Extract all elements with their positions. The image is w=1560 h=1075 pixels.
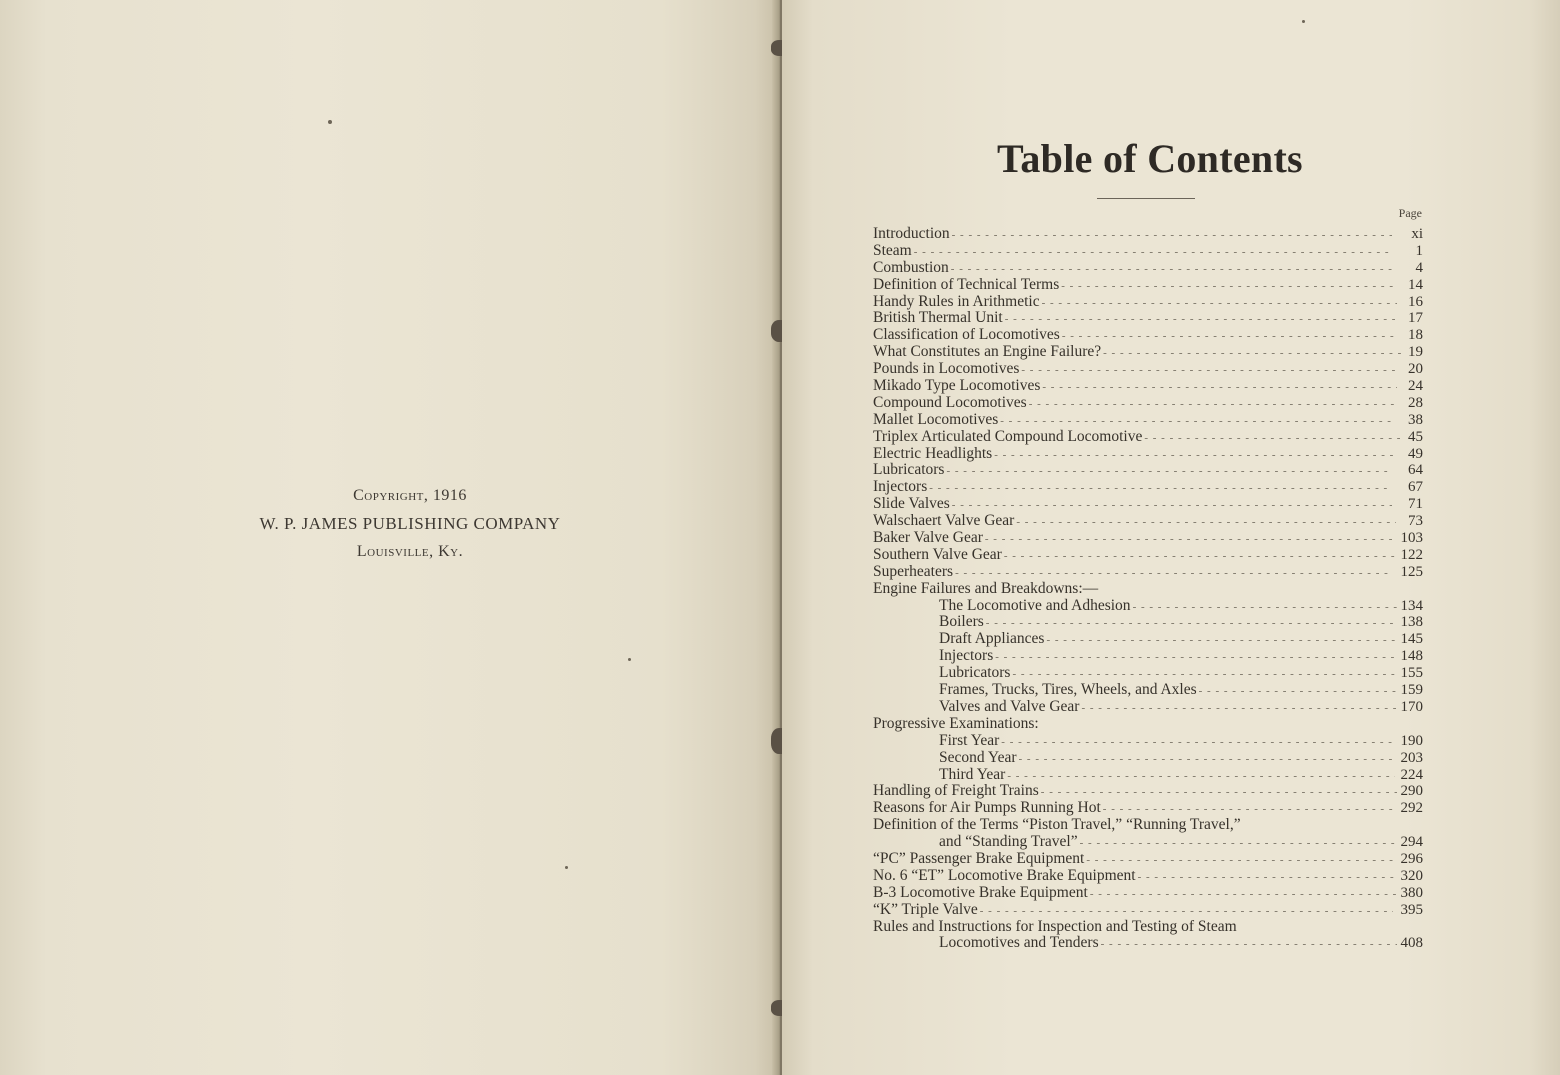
toc-entry-label: Lubricators — [939, 664, 1011, 682]
dot-leader — [1019, 751, 1396, 768]
dot-leader — [985, 531, 1394, 548]
toc-entry — [873, 885, 1423, 902]
toc-entry — [873, 800, 1423, 817]
toc-entry-label: Mikado Type Locomotives — [873, 377, 1041, 395]
dot-leader — [1042, 379, 1397, 396]
toc-entry-page: 170 — [1400, 698, 1423, 715]
toc-entry-page: 19 — [1408, 344, 1423, 361]
dot-leader — [1007, 768, 1395, 785]
toc-entry-page: 224 — [1400, 766, 1423, 783]
toc-entry — [873, 614, 1423, 631]
dot-leader — [1138, 869, 1397, 886]
toc-entry-page: 203 — [1400, 749, 1423, 766]
toc-entry — [873, 226, 1423, 243]
toc-entry-page: 28 — [1408, 394, 1423, 411]
toc-entry-page: xi — [1411, 226, 1423, 242]
toc-entry — [873, 783, 1423, 800]
toc-entry-page: 290 — [1400, 783, 1423, 800]
dot-leader — [994, 447, 1394, 464]
toc-entry-page: 296 — [1400, 850, 1423, 867]
publisher-line: W. P. JAMES PUBLISHING COMPANY — [259, 514, 561, 533]
toc-entry-page: 148 — [1400, 648, 1423, 665]
dot-leader — [914, 244, 1390, 261]
dot-leader — [952, 227, 1392, 244]
toc-entry — [873, 344, 1423, 361]
dot-leader — [946, 463, 1391, 480]
dot-leader — [1090, 886, 1397, 903]
toc-entry-page: 64 — [1408, 462, 1423, 479]
toc-entry-label: Mallet Locomotives — [873, 410, 999, 428]
imprint-block — [210, 482, 610, 566]
toc-entry-page: 24 — [1408, 378, 1423, 395]
dot-leader — [1005, 311, 1395, 328]
toc-list — [873, 226, 1423, 952]
dot-leader — [929, 480, 1390, 497]
toc-entry — [873, 462, 1423, 479]
dot-leader — [1001, 734, 1394, 751]
copyright-line: Copyright, 1916 — [353, 487, 467, 504]
paper-speck — [1302, 20, 1305, 23]
toc-entry-label: Third Year — [939, 765, 1006, 783]
toc-entry — [873, 935, 1423, 952]
dot-leader — [1042, 295, 1397, 312]
toc-entry-page: 17 — [1408, 310, 1423, 327]
toc-entry-page: 4 — [1415, 259, 1423, 276]
toc-entry — [873, 446, 1423, 463]
dot-leader — [980, 903, 1394, 920]
toc-entry-page: 18 — [1408, 327, 1423, 344]
dot-leader — [952, 497, 1392, 514]
toc-entry — [873, 631, 1423, 648]
paper-speck — [628, 658, 631, 661]
toc-entry — [873, 378, 1423, 395]
toc-entry-label: Combustion — [873, 258, 949, 276]
dot-leader — [1144, 430, 1403, 447]
dot-leader — [995, 649, 1394, 666]
toc-entry-label: What Constitutes an Engine Failure? — [873, 343, 1102, 361]
toc-entry-label: Pounds in Locomotives — [873, 360, 1020, 378]
toc-entry-label: Triplex Articulated Compound Locomotive — [873, 427, 1143, 445]
toc-entry-label: No. 6 “ET” Locomotive Brake Equipment — [873, 866, 1136, 884]
toc-entry-page: 67 — [1408, 479, 1423, 496]
toc-entry — [873, 547, 1423, 564]
toc-entry — [873, 496, 1423, 513]
toc-entry-page: 134 — [1400, 597, 1423, 614]
dot-leader — [986, 615, 1394, 632]
toc-entry-label: Valves and Valve Gear — [939, 697, 1080, 715]
toc-entry-page: 14 — [1408, 276, 1423, 293]
dot-leader — [1061, 278, 1398, 295]
toc-entry-label: Slide Valves — [873, 495, 950, 513]
toc-entry-page: 38 — [1408, 411, 1423, 428]
toc-entry-page: 16 — [1408, 293, 1423, 310]
toc-entry — [873, 851, 1423, 868]
toc-entry-page: 45 — [1408, 428, 1423, 445]
toc-entry-label: Progressive Examinations: — [873, 714, 1039, 732]
toc-entry — [873, 530, 1423, 547]
toc-entry-page: 71 — [1408, 496, 1423, 513]
dot-leader — [1133, 599, 1397, 616]
toc-entry-page: 380 — [1400, 884, 1423, 901]
toc-entry-page: 408 — [1400, 935, 1423, 952]
toc-entry — [873, 581, 1423, 598]
toc-entry-page: 395 — [1400, 901, 1423, 918]
toc-entry-label: Definition of the Terms “Piston Travel,” “Running Travel,” — [873, 816, 1241, 834]
toc-entry-page: 20 — [1408, 361, 1423, 378]
toc-entry-label: Baker Valve Gear — [873, 529, 983, 547]
toc-entry — [873, 817, 1423, 834]
toc-entry-page: 155 — [1400, 665, 1423, 682]
toc-entry-label: Compound Locomotives — [873, 393, 1027, 411]
location-line: Louisville, Ky. — [356, 543, 464, 560]
toc-entry — [873, 919, 1423, 936]
toc-entry-page: 49 — [1408, 445, 1423, 462]
dot-leader — [1103, 345, 1400, 362]
dot-leader — [1021, 362, 1395, 379]
toc-entry — [873, 834, 1423, 851]
toc-entry-label: Rules and Instructions for Inspection and Testing of Steam — [873, 917, 1237, 935]
toc-entry — [873, 665, 1423, 682]
toc-entry-label: B-3 Locomotive Brake Equipment — [873, 883, 1088, 901]
toc-entry-label: Handling of Freight Trains — [873, 782, 1039, 800]
toc-entry-label: Second Year — [939, 748, 1017, 766]
toc-entry-page: 125 — [1400, 563, 1423, 580]
toc-entry — [873, 648, 1423, 665]
toc-entry-page: 190 — [1400, 732, 1423, 749]
dot-leader — [1046, 632, 1396, 649]
toc-entry-label: Steam — [873, 241, 912, 259]
toc-entry — [873, 902, 1423, 919]
toc-entry-page: 1 — [1415, 242, 1423, 259]
toc-entry-label: Superheaters — [873, 562, 954, 580]
toc-entry-page: 320 — [1400, 867, 1423, 884]
dot-leader — [1016, 514, 1395, 531]
title-rule — [1097, 198, 1195, 199]
toc-entry-label: Definition of Technical Terms — [873, 275, 1060, 293]
toc-entry-label: Classification of Locomotives — [873, 326, 1060, 344]
toc-entry-page: 294 — [1400, 834, 1423, 851]
toc-entry — [873, 716, 1423, 733]
toc-entry — [873, 361, 1423, 378]
toc-entry — [873, 767, 1423, 784]
toc-entry — [873, 412, 1423, 429]
toc-entry — [873, 294, 1423, 311]
toc-entry — [873, 327, 1423, 344]
toc-entry — [873, 598, 1423, 615]
toc-entry-label: Introduction — [873, 225, 950, 242]
toc-entry — [873, 750, 1423, 767]
toc-entry-label: “K” Triple Valve — [873, 900, 978, 918]
toc-entry-label: The Locomotive and Adhesion — [939, 596, 1131, 614]
toc-entry-label: and “Standing Travel” — [939, 833, 1078, 851]
dot-leader — [1062, 328, 1398, 345]
toc-entry-page: 122 — [1400, 546, 1423, 563]
toc-entry — [873, 733, 1423, 750]
toc-entry-label: Handy Rules in Arithmetic — [873, 292, 1040, 310]
toc-entry-page: 159 — [1400, 682, 1423, 699]
toc-entry — [873, 243, 1423, 260]
toc-title: Table of Contents — [997, 136, 1303, 181]
toc-entry-label: Engine Failures and Breakdowns:— — [873, 579, 1099, 597]
toc-entry-label: Reasons for Air Pumps Running Hot — [873, 799, 1101, 817]
toc-entry-label: Draft Appliances — [939, 630, 1045, 648]
toc-entry-page: 73 — [1408, 513, 1423, 530]
toc-entry — [873, 310, 1423, 327]
toc-entry-label: Lubricators — [873, 461, 945, 479]
left-page — [0, 0, 778, 1075]
dot-leader — [1081, 700, 1396, 717]
toc-entry-label: Walschaert Valve Gear — [873, 512, 1015, 530]
toc-entry — [873, 699, 1423, 716]
toc-entry-page: 292 — [1400, 800, 1423, 817]
toc-entry — [873, 260, 1423, 277]
page-column-header: Page — [1398, 206, 1422, 220]
toc-entry-label: British Thermal Unit — [873, 309, 1003, 327]
toc-entry — [873, 868, 1423, 885]
dot-leader — [1004, 548, 1395, 565]
toc-entry-label: Injectors — [939, 647, 994, 665]
paper-speck — [565, 866, 568, 869]
paper-speck — [328, 120, 332, 124]
toc-entry — [873, 682, 1423, 699]
toc-entry — [873, 479, 1423, 496]
toc-entry — [873, 564, 1423, 581]
dot-leader — [1199, 683, 1397, 700]
toc-entry — [873, 513, 1423, 530]
dot-leader — [1029, 396, 1397, 413]
toc-entry — [873, 429, 1423, 446]
toc-entry-label: “PC” Passenger Brake Equipment — [873, 849, 1085, 867]
toc-entry-page: 145 — [1400, 631, 1423, 648]
toc-entry — [873, 395, 1423, 412]
toc-entry-page: 138 — [1400, 614, 1423, 631]
toc-entry-page: 103 — [1400, 530, 1423, 547]
toc-entry-label: First Year — [939, 731, 1000, 749]
toc-entry-label: Frames, Trucks, Tires, Wheels, and Axles — [939, 681, 1197, 699]
toc-entry-label: Electric Headlights — [873, 444, 993, 462]
toc-entry-label: Boilers — [939, 613, 984, 631]
dot-leader — [1101, 936, 1397, 953]
toc-entry-label: Injectors — [873, 478, 928, 496]
toc-entry-label: Locomotives and Tenders — [939, 934, 1099, 952]
toc-entry-label: Southern Valve Gear — [873, 545, 1002, 563]
toc-entry — [873, 277, 1423, 294]
dot-leader — [1080, 835, 1397, 852]
